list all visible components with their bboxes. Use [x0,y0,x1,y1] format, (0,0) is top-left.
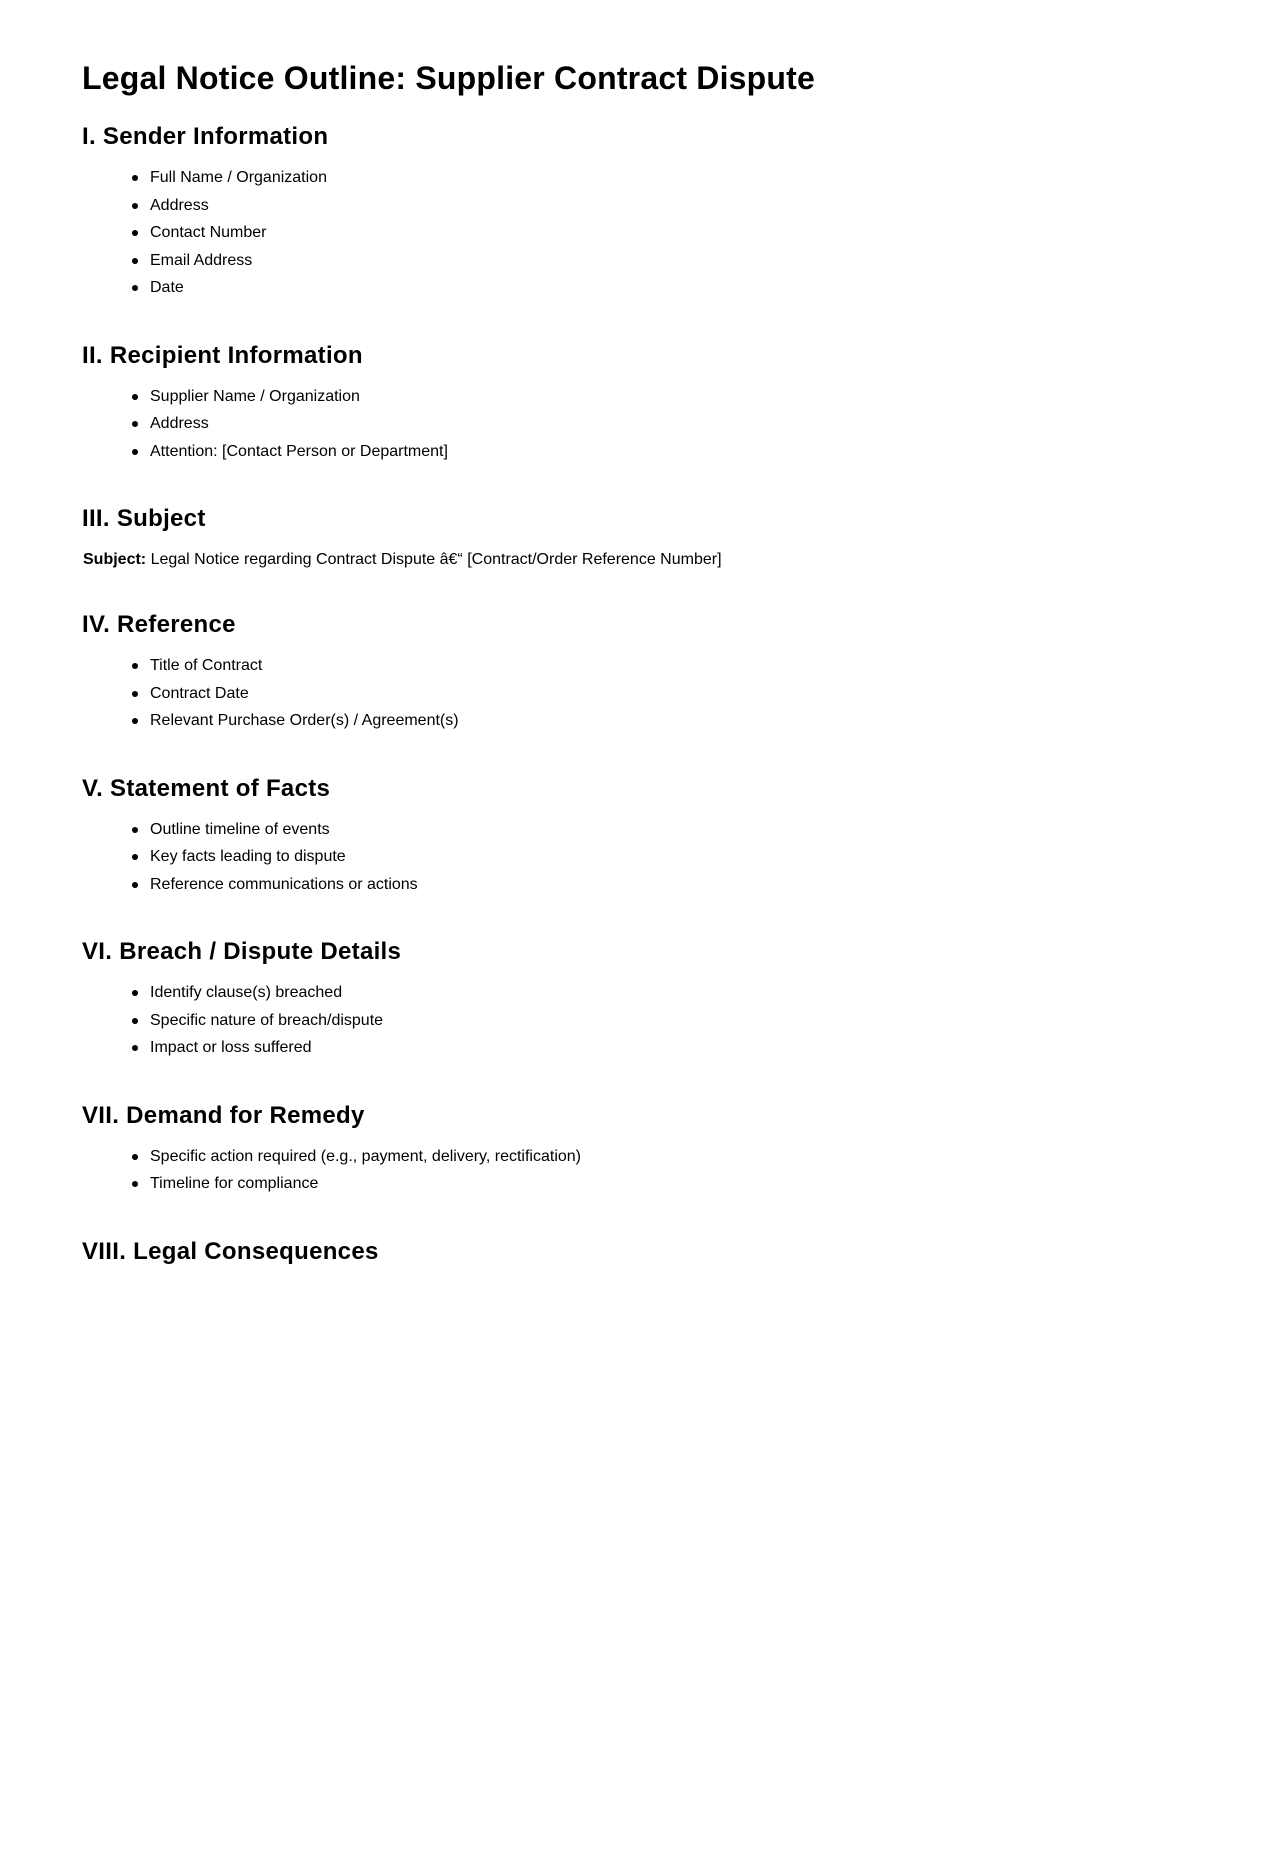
bullet-list [82,1143,1182,1198]
section-heading: IV. Reference [82,611,236,638]
bullet-icon [132,285,138,291]
section-heading: VIII. Legal Consequences [82,1237,379,1265]
subject-text: Legal Notice regarding Contract Dispute â€“ [Contract/Order Reference Number] [150,551,722,568]
document-page [82,0,1182,1267]
section-heading: VI. Breach / Dispute Details [82,938,402,965]
bullet-icon [132,1154,138,1160]
bullet-icon [132,691,138,697]
list-item: Reference communications or actions [150,871,1182,899]
list-item: Key facts leading to dispute [150,843,1182,871]
bullet-icon [132,175,138,181]
list-item: Full Name / Organization [150,164,1182,192]
list-item: Relevant Purchase Order(s) / Agreement(s) [150,707,1182,735]
bullet-list [82,816,1182,899]
section-statement-of-facts [82,774,1182,899]
list-item: Attention: [Contact Person or Department] [150,438,1182,466]
bullet-icon [132,663,138,669]
section-legal-consequences [82,1237,1182,1267]
list-item: Address [150,192,1182,220]
list-item: Impact or loss suffered [150,1034,1182,1062]
bullet-icon [132,230,138,236]
bullet-icon [132,258,138,264]
section-subject [82,504,1182,570]
list-item: Contract Date [150,680,1182,708]
bullet-icon [132,1181,138,1187]
bullet-icon [132,1018,138,1024]
section-reference [82,610,1182,735]
list-item: Identify clause(s) breached [150,979,1182,1007]
list-item: Contact Number [150,219,1182,247]
list-item: Address [150,410,1182,438]
bullet-list [82,383,1182,466]
list-item: Date [150,274,1182,302]
list-item: Title of Contract [150,652,1182,680]
bullet-icon [132,827,138,833]
bullet-list [82,164,1182,302]
list-item: Supplier Name / Organization [150,383,1182,411]
bullet-icon [132,882,138,888]
section-sender-information [82,122,1182,302]
section-heading: I. Sender Information [82,123,329,150]
list-item: Email Address [150,247,1182,275]
subject-label: Subject: [83,551,147,568]
section-heading: II. Recipient Information [82,341,363,369]
list-item: Specific action required (e.g., payment, delivery, rectification) [150,1143,1182,1171]
section-heading: VII. Demand for Remedy [82,1101,365,1129]
section-breach-dispute-details [82,937,1182,1062]
subject-line [83,550,1182,570]
bullet-icon [132,854,138,860]
bullet-icon [132,394,138,400]
bullet-icon [132,449,138,455]
list-item: Specific nature of breach/dispute [150,1007,1182,1035]
bullet-icon [132,1045,138,1051]
section-demand-for-remedy [82,1101,1182,1198]
bullet-icon [132,718,138,724]
bullet-icon [132,421,138,427]
list-item: Outline timeline of events [150,816,1182,844]
bullet-list [82,979,1182,1062]
bullet-list [82,652,1182,735]
page-title: Legal Notice Outline: Supplier Contract Dispute [82,60,816,96]
list-item: Timeline for compliance [150,1170,1182,1198]
bullet-icon [132,990,138,996]
bullet-icon [132,203,138,209]
section-heading: III. Subject [82,505,206,532]
section-recipient-information [82,341,1182,466]
section-heading: V. Statement of Facts [82,774,331,802]
